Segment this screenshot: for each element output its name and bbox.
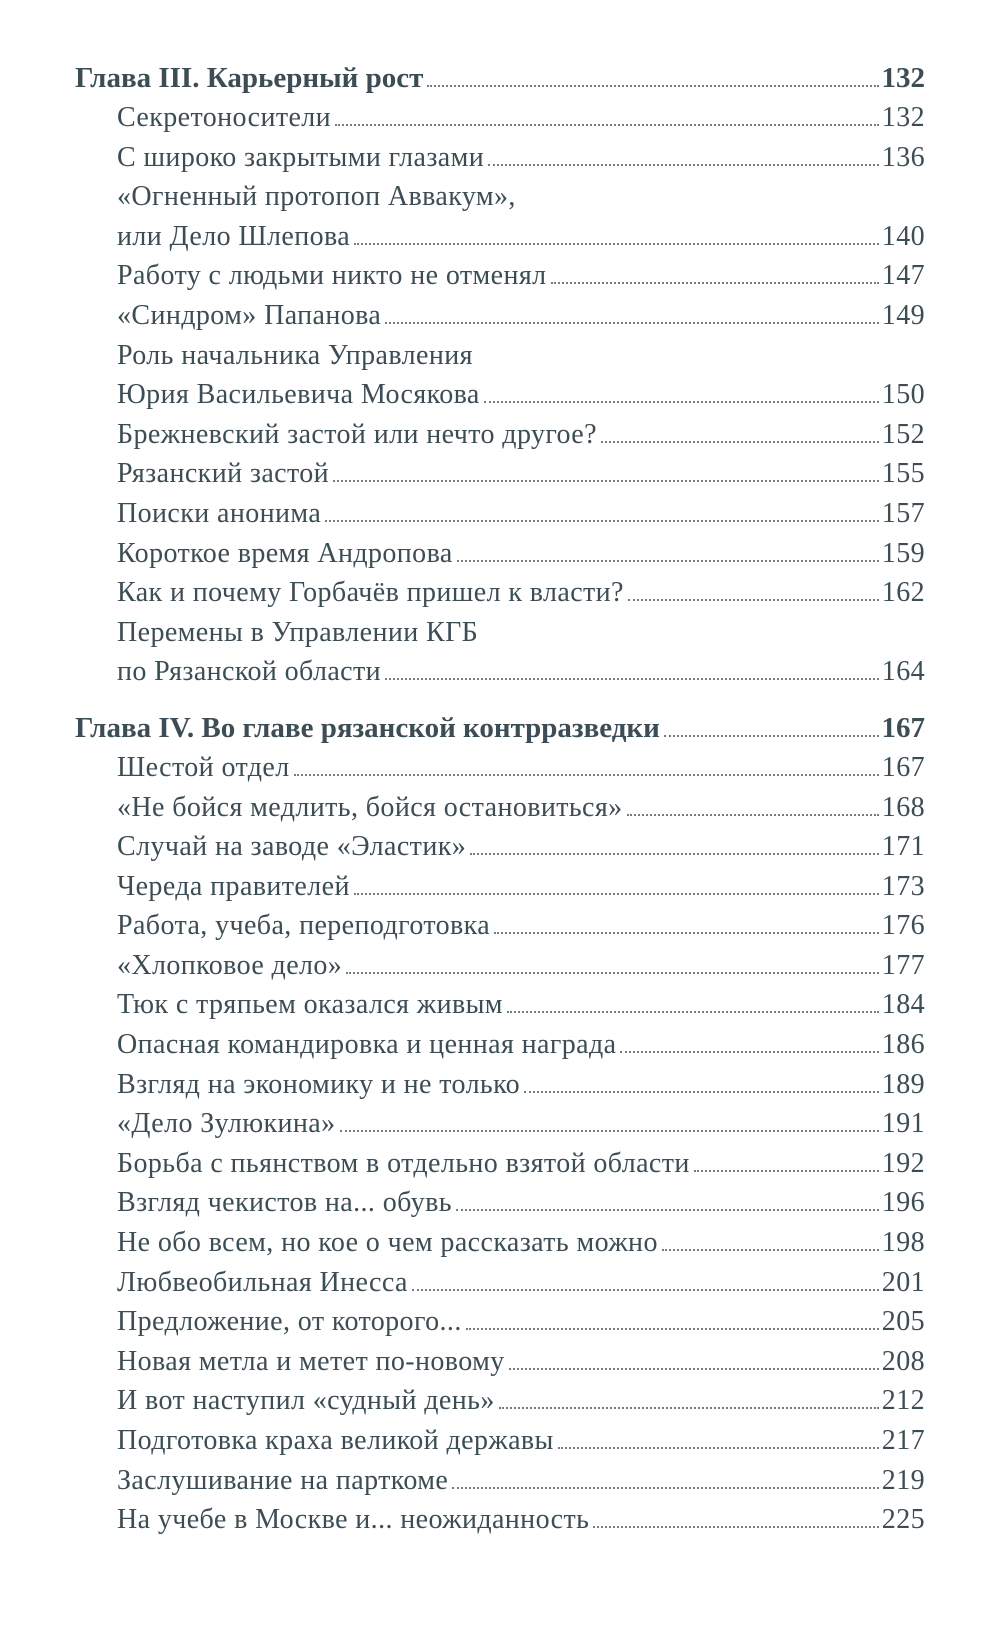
chapter-title: Глава IV. Во главе рязанской контрразведки bbox=[75, 711, 660, 744]
toc-entry-page-number: 167 bbox=[881, 751, 925, 783]
toc-entry bbox=[75, 1302, 925, 1342]
toc-entry bbox=[75, 867, 925, 907]
toc-entry-title: Череда правителей bbox=[117, 870, 350, 902]
toc-entry-title: по Рязанской области bbox=[117, 656, 382, 688]
toc-entry-page-number: 201 bbox=[881, 1266, 925, 1298]
toc-entry bbox=[75, 1223, 925, 1263]
toc-entry bbox=[75, 1104, 925, 1144]
toc-entry-title: Новая метла и метет по-новому bbox=[117, 1345, 505, 1377]
toc-entry-title: Заслушивание на парткоме bbox=[117, 1464, 449, 1496]
toc-entry bbox=[75, 375, 925, 415]
toc-entry-title: На учебе в Москве и... неожиданность bbox=[117, 1504, 590, 1536]
toc-entry-first-line bbox=[75, 177, 925, 217]
toc-entry bbox=[75, 1461, 925, 1501]
toc-entry-page-number: 208 bbox=[881, 1345, 925, 1377]
dot-leader bbox=[628, 599, 879, 601]
toc-entry-page-number: 177 bbox=[881, 949, 925, 981]
toc-entry-title: Предложение, от которого... bbox=[117, 1306, 462, 1338]
toc-entry-title-line1: Роль начальника Управления bbox=[117, 339, 473, 371]
toc-entry-page-number: 168 bbox=[881, 791, 925, 823]
toc-entry bbox=[75, 98, 925, 138]
toc-entry bbox=[75, 652, 925, 692]
toc-entry bbox=[75, 1381, 925, 1421]
toc-entry-page-number: 191 bbox=[881, 1108, 925, 1140]
toc-entry-page-number: 189 bbox=[881, 1068, 925, 1100]
toc-entry-first-line bbox=[75, 613, 925, 653]
dot-leader bbox=[488, 164, 879, 166]
toc-entry-title: С широко закрытыми глазами bbox=[117, 141, 485, 173]
toc-entry-title: Работу с людьми никто не отменял bbox=[117, 260, 547, 292]
toc-entry-page-number: 205 bbox=[881, 1306, 925, 1338]
dot-leader bbox=[294, 774, 879, 776]
dot-leader bbox=[335, 124, 879, 126]
dot-leader bbox=[664, 735, 879, 737]
toc-entry-page-number: 198 bbox=[881, 1227, 925, 1259]
toc-entry bbox=[75, 573, 925, 613]
dot-leader bbox=[620, 1051, 878, 1053]
toc-entry bbox=[75, 296, 925, 336]
toc-entry bbox=[75, 415, 925, 455]
dot-leader bbox=[558, 1447, 879, 1449]
toc-entry-page-number: 196 bbox=[881, 1187, 925, 1219]
toc-entry-title: Поиски анонима bbox=[117, 497, 322, 529]
dot-leader bbox=[694, 1170, 879, 1172]
dot-leader bbox=[627, 814, 879, 816]
toc-entry-first-line bbox=[75, 336, 925, 376]
dot-leader bbox=[507, 1011, 879, 1013]
toc-entry-title: Взгляд на экономику и не только bbox=[117, 1068, 521, 1100]
toc-entry-title: Юрия Васильевича Мосякова bbox=[117, 379, 480, 411]
dot-leader bbox=[484, 401, 879, 403]
toc-entry-title: Тюк с тряпьем оказался живым bbox=[117, 989, 503, 1021]
dot-leader bbox=[427, 85, 878, 87]
toc-entry-page-number: 219 bbox=[881, 1464, 925, 1496]
dot-leader bbox=[524, 1091, 879, 1093]
toc-entry bbox=[75, 906, 925, 946]
dot-leader bbox=[354, 893, 879, 895]
toc-entry-title: «Хлопковое дело» bbox=[117, 949, 343, 981]
dot-leader bbox=[662, 1249, 879, 1251]
toc-entry-page-number: 150 bbox=[881, 379, 925, 411]
dot-leader bbox=[354, 243, 879, 245]
toc-entry-page-number: 173 bbox=[881, 870, 925, 902]
dot-leader bbox=[601, 441, 879, 443]
toc-entry-title: Брежневский застой или нечто другое? bbox=[117, 418, 597, 450]
toc-entry-page-number: 147 bbox=[881, 260, 925, 292]
toc-entry-title: Работа, учеба, переподготовка bbox=[117, 910, 491, 942]
dot-leader bbox=[346, 972, 879, 974]
toc-entry-title: «Дело Зулюкина» bbox=[117, 1108, 336, 1140]
toc-entry-title: Любвеобильная Инесса bbox=[117, 1266, 408, 1298]
toc-entry bbox=[75, 217, 925, 257]
dot-leader bbox=[551, 282, 879, 284]
toc-entry-title: Борьба с пьянством в отдельно взятой области bbox=[117, 1147, 690, 1179]
toc-entry-page-number: 136 bbox=[881, 141, 925, 173]
chapter-title: Глава III. Карьерный рост bbox=[75, 62, 424, 94]
toc-entry-title: Шестой отдел bbox=[117, 751, 290, 783]
chapter-page-number: 132 bbox=[881, 62, 925, 94]
toc-entry-page-number: 225 bbox=[881, 1504, 925, 1536]
toc-entry bbox=[75, 454, 925, 494]
toc-entry-page-number: 217 bbox=[881, 1425, 925, 1456]
toc-entry bbox=[75, 1263, 925, 1303]
dot-leader bbox=[593, 1526, 878, 1528]
toc-entry-title: Как и почему Горбачёв пришел к власти? bbox=[117, 577, 624, 609]
toc-entry-title: Короткое время Андропова bbox=[117, 537, 453, 569]
toc-entry-page-number: 186 bbox=[881, 1029, 925, 1061]
toc-entry-title: Опасная командировка и ценная награда bbox=[117, 1029, 617, 1061]
toc-entry bbox=[75, 827, 925, 867]
chapter-spacer bbox=[75, 692, 925, 708]
toc-entry-page-number: 212 bbox=[881, 1385, 925, 1417]
chapter-page-number: 167 bbox=[881, 711, 925, 744]
chapter-heading bbox=[75, 58, 925, 98]
toc-entry-title: Взгляд чекистов на... обувь bbox=[117, 1187, 452, 1219]
toc-entry-page-number: 157 bbox=[881, 497, 925, 529]
table-of-contents bbox=[75, 58, 925, 1540]
dot-leader bbox=[470, 853, 879, 855]
toc-entry bbox=[75, 946, 925, 986]
toc-entry-title: И вот наступил «судный день» bbox=[117, 1385, 495, 1417]
toc-entry-title: или Дело Шлепова bbox=[117, 220, 351, 252]
toc-entry-page-number: 162 bbox=[881, 577, 925, 609]
toc-entry bbox=[75, 494, 925, 534]
toc-entry bbox=[75, 1421, 925, 1461]
toc-entry-page-number: 159 bbox=[881, 537, 925, 569]
toc-entry-page-number: 184 bbox=[881, 989, 925, 1021]
toc-entry bbox=[75, 748, 925, 788]
dot-leader bbox=[499, 1407, 879, 1409]
toc-entry-page-number: 192 bbox=[881, 1147, 925, 1179]
toc-entry-title: Подготовка краха великой державы bbox=[117, 1425, 554, 1456]
toc-entry bbox=[75, 1183, 925, 1223]
toc-entry bbox=[75, 256, 925, 296]
dot-leader bbox=[385, 678, 879, 680]
toc-entry-page-number: 171 bbox=[881, 831, 925, 863]
toc-entry bbox=[75, 1144, 925, 1184]
dot-leader bbox=[494, 932, 879, 934]
toc-entry bbox=[75, 1065, 925, 1105]
toc-entry-title: Не обо всем, но кое о чем рассказать можно bbox=[117, 1227, 658, 1259]
toc-entry bbox=[75, 138, 925, 178]
toc-entry-page-number: 155 bbox=[881, 458, 925, 490]
toc-entry-page-number: 149 bbox=[881, 299, 925, 331]
toc-entry bbox=[75, 1025, 925, 1065]
toc-entry-title: Рязанский застой bbox=[117, 458, 330, 490]
toc-entry bbox=[75, 788, 925, 828]
dot-leader bbox=[509, 1368, 879, 1370]
toc-entry-title-line1: Перемены в Управлении КГБ bbox=[117, 616, 479, 648]
toc-entry bbox=[75, 534, 925, 574]
toc-entry-title: Секретоносители bbox=[117, 102, 332, 133]
dot-leader bbox=[452, 1487, 879, 1489]
toc-entry-title: «Не бойся медлить, бойся остановиться» bbox=[117, 791, 623, 823]
dot-leader bbox=[466, 1328, 879, 1330]
toc-entry bbox=[75, 985, 925, 1025]
toc-entry-page-number: 176 bbox=[881, 910, 925, 942]
dot-leader bbox=[325, 520, 879, 522]
dot-leader bbox=[456, 1209, 879, 1211]
chapter-heading bbox=[75, 708, 925, 748]
toc-entry bbox=[75, 1342, 925, 1382]
toc-entry-page-number: 164 bbox=[881, 656, 925, 688]
dot-leader bbox=[412, 1289, 879, 1291]
dot-leader bbox=[385, 322, 879, 324]
toc-entry bbox=[75, 1500, 925, 1540]
dot-leader bbox=[333, 480, 879, 482]
dot-leader bbox=[340, 1130, 879, 1132]
toc-entry-page-number: 132 bbox=[881, 102, 925, 133]
toc-entry-title-line1: «Огненный протопоп Аввакум», bbox=[117, 181, 516, 213]
toc-entry-page-number: 152 bbox=[881, 418, 925, 450]
dot-leader bbox=[457, 560, 879, 562]
toc-entry-title: «Синдром» Папанова bbox=[117, 299, 382, 331]
toc-entry-page-number: 140 bbox=[881, 220, 925, 252]
toc-entry-title: Случай на заводе «Эластик» bbox=[117, 831, 467, 863]
